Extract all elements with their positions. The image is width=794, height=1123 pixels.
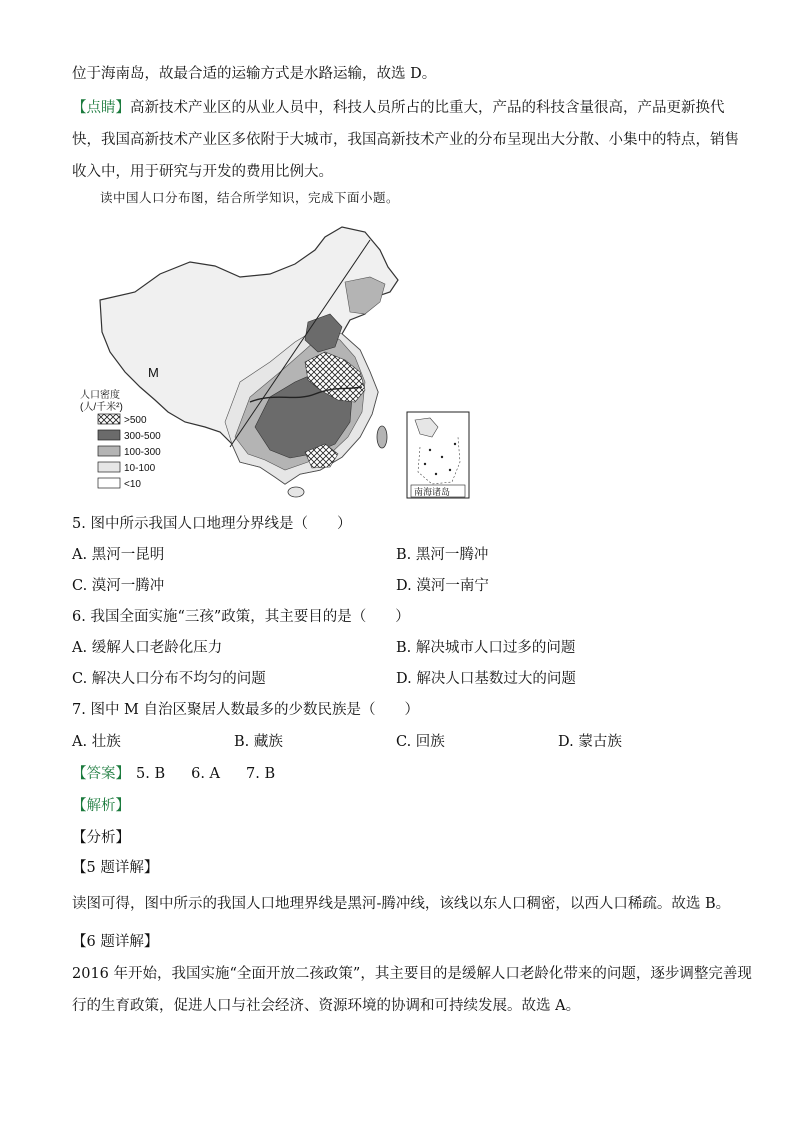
taiwan-island [377, 426, 387, 448]
paragraph-line: 位于海南岛，故最合适的运输方式是水路运输，故选 D。 [72, 66, 437, 82]
q6-option-a[interactable]: A. 缓解人口老龄化压力 [72, 640, 223, 656]
paragraph-line: 收入中，用于研究与开发的费用比例大。 [72, 164, 333, 180]
legend [80, 388, 161, 500]
paragraph-line: 快，我国高新技术产业区多依附于大城市，我国高新技术产业的分布呈现出大分散、小集中的特点，销售 [72, 132, 739, 148]
q6-option-c[interactable]: C. 解决人口分布不均匀的问题 [72, 671, 266, 687]
legend-unit: (人/千米²) [80, 402, 123, 413]
q5-option-c[interactable]: C. 漠河一腾冲 [72, 578, 165, 594]
region-label-m: M [148, 365, 159, 380]
hainan-island [288, 487, 304, 497]
q6-detail-line: 行的生育政策，促进人口与社会经济、资源环境的协调和可持续发展。故选 A。 [72, 998, 581, 1014]
legend-label: >500 [124, 415, 147, 426]
q6-detail-tag: 【6 题详解】 [72, 934, 159, 950]
q5-option-a[interactable]: A. 黑河一昆明 [72, 547, 165, 563]
q5-detail-tag: 【5 题详解】 [72, 860, 159, 876]
answer-tag: 【答案】 [72, 766, 130, 782]
tip-line [72, 92, 725, 124]
legend-swatch-0 [98, 478, 120, 488]
answer-item: 7. B [246, 766, 276, 782]
question-6-stem: 6. 我国全面实施“三孩”政策，其主要目的是（ ） [72, 609, 410, 625]
q7-option-b[interactable]: B. 藏族 [234, 734, 283, 750]
question-7-stem: 7. 图中 M 自治区聚居人数最多的少数民族是（ ） [72, 702, 420, 718]
legend-swatch-500 [98, 414, 120, 424]
inset-label: 南海诸岛 [414, 487, 451, 497]
q7-option-c[interactable]: C. 回族 [396, 734, 445, 750]
legend-label: <10 [124, 479, 141, 490]
legend-swatch-10 [98, 462, 120, 472]
zone-northeast [345, 277, 385, 314]
tip-text: 高新技术产业区的从业人员中，科技人员所占的比重大，产品的科技含量很高，产品更新换代 [130, 100, 725, 116]
answer-line [72, 758, 722, 790]
q7-option-d[interactable]: D. 蒙古族 [558, 734, 622, 750]
q5-option-b[interactable]: B. 黑河一腾冲 [396, 547, 489, 563]
legend-label: 10-100 [124, 463, 156, 474]
answer-item: 5. B [136, 766, 166, 782]
q7-option-a[interactable]: A. 壮族 [72, 734, 121, 750]
south-sea-inset [407, 412, 469, 498]
legend-swatch-300 [98, 430, 120, 440]
q6-option-b[interactable]: B. 解决城市人口过多的问题 [396, 640, 576, 656]
legend-label: 100-300 [124, 447, 161, 458]
q5-detail-text: 读图可得，图中所示的我国人口地理界线是黑河-腾冲线，该线以东人口稠密，以西人口稀疏。故选 B。 [72, 896, 731, 912]
q6-detail-line: 2016 年开始，我国实施“全面开放二孩政策”，其主要目的是缓解人口老龄化带来的问题，逐步调整完善现 [72, 966, 752, 982]
legend-swatch-100 [98, 446, 120, 456]
q6-option-d[interactable]: D. 解决人口基数过大的问题 [396, 671, 576, 687]
answer-item: 6. A [191, 766, 221, 782]
fenxi-tag: 【分析】 [72, 830, 130, 846]
q5-option-d[interactable]: D. 漠河一南宁 [396, 578, 489, 594]
question-5-stem: 5. 图中所示我国人口地理分界线是（ ） [72, 516, 352, 532]
china-population-map [80, 222, 480, 500]
legend-label: 300-500 [124, 431, 161, 442]
analysis-tag: 【解析】 [72, 798, 130, 814]
legend-title: 人口密度 [80, 390, 120, 401]
map-intro: 读中国人口分布图，结合所学知识，完成下面小题。 [100, 190, 400, 205]
tip-tag: 【点睛】 [72, 100, 130, 116]
